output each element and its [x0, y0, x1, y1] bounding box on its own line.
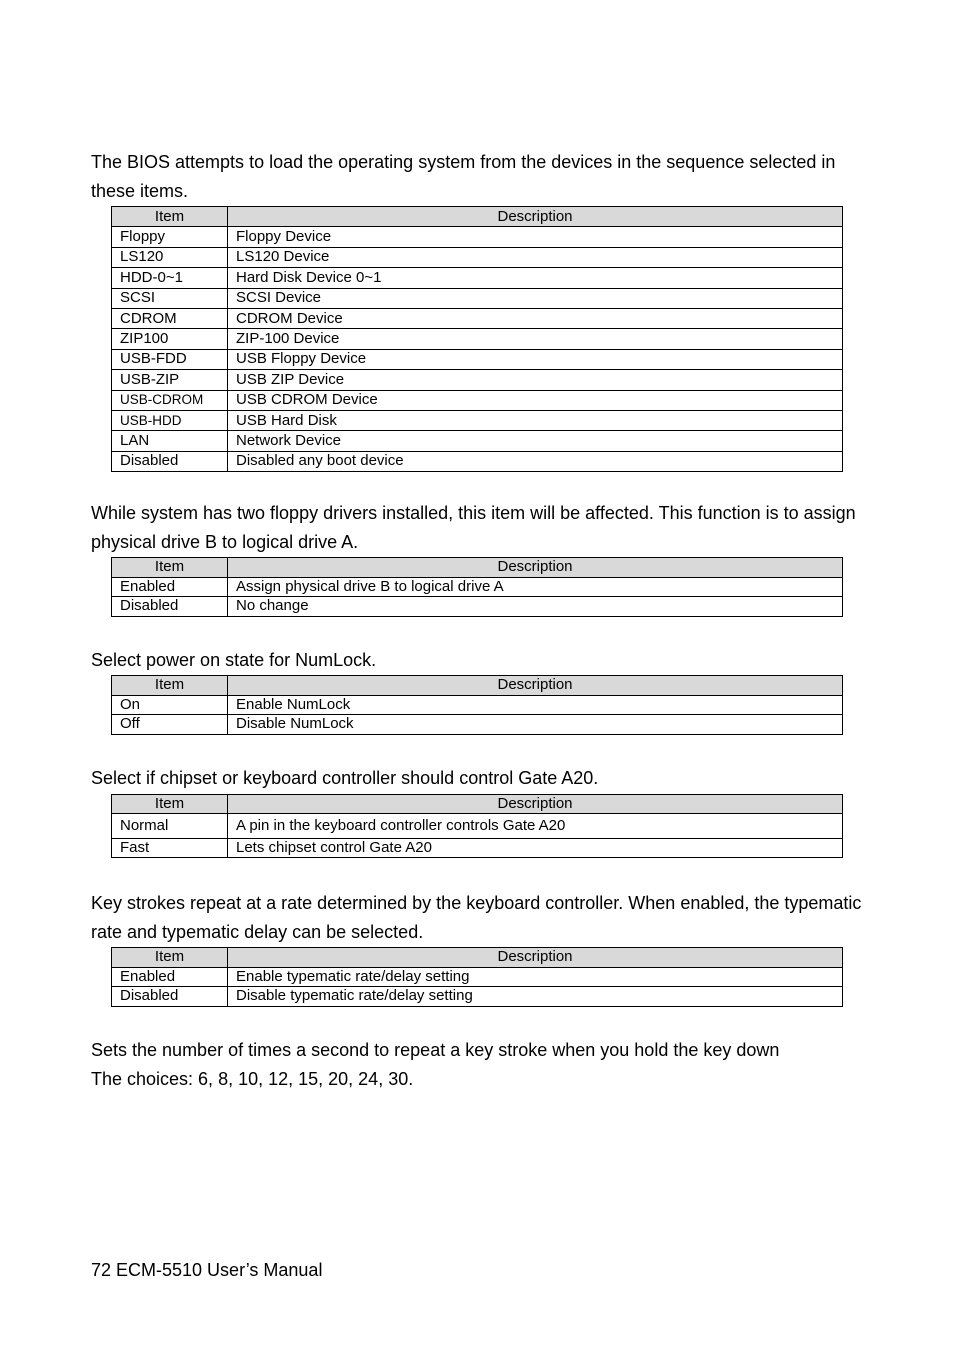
description-cell: CDROM Device — [228, 308, 843, 328]
table-row — [112, 431, 843, 451]
gate-a20-intro: Select if chipset or keyboard controller should control Gate A20. — [91, 768, 599, 788]
swap-floppy-table — [111, 557, 843, 617]
table-row — [112, 288, 843, 308]
description-cell: Enable typematic rate/delay setting — [228, 967, 843, 987]
table-header-row — [112, 558, 843, 578]
numlock-table — [111, 675, 843, 735]
table-header-row — [112, 795, 843, 814]
description-header: Description — [228, 795, 843, 814]
item-header: Item — [112, 948, 228, 968]
typematic-intro: Key strokes repeat at a rate determined by the keyboard controller. When enabled, the typematic rate and typematic delay can be selected. — [91, 893, 862, 942]
description-header: Description — [228, 207, 843, 227]
item-cell: Fast — [112, 839, 228, 858]
description-header: Description — [228, 558, 843, 578]
item-cell: Enabled — [112, 967, 228, 987]
item-cell: USB-CDROM — [112, 390, 228, 410]
gate-a20-table — [111, 794, 843, 858]
description-cell: Disabled any boot device — [228, 451, 843, 471]
description-cell: Network Device — [228, 431, 843, 451]
typematic-table — [111, 947, 843, 1007]
table-header-row — [112, 676, 843, 696]
item-header: Item — [112, 207, 228, 227]
table-row — [112, 577, 843, 597]
description-header: Description — [228, 948, 843, 968]
table-row — [112, 597, 843, 617]
typematic-choices-line: The choices: 6, 8, 10, 12, 15, 20, 24, 30. — [91, 1069, 414, 1089]
description-header: Description — [228, 676, 843, 696]
item-cell: CDROM — [112, 308, 228, 328]
table-row — [112, 987, 843, 1007]
table-row — [112, 839, 843, 858]
table-row — [112, 410, 843, 430]
item-header: Item — [112, 558, 228, 578]
item-cell: SCSI — [112, 288, 228, 308]
table-row — [112, 451, 843, 471]
table-row — [112, 308, 843, 328]
description-cell: No change — [228, 597, 843, 617]
item-cell: LS120 — [112, 247, 228, 267]
table-row — [112, 967, 843, 987]
table-row — [112, 370, 843, 390]
table-header-row — [112, 207, 843, 227]
item-header: Item — [112, 795, 228, 814]
description-cell: Lets chipset control Gate A20 — [228, 839, 843, 858]
numlock-intro: Select power on state for NumLock. — [91, 650, 377, 670]
table-row — [112, 247, 843, 267]
table-row — [112, 227, 843, 247]
description-cell: Hard Disk Device 0~1 — [228, 268, 843, 288]
description-cell: Disable typematic rate/delay setting — [228, 987, 843, 1007]
description-cell: Enable NumLock — [228, 695, 843, 715]
boot-device-table — [111, 206, 843, 472]
item-cell: Disabled — [112, 597, 228, 617]
item-cell: On — [112, 695, 228, 715]
item-cell: ZIP100 — [112, 329, 228, 349]
boot-device-intro: The BIOS attempts to load the operating system from the devices in the sequence selected in these items. — [91, 152, 836, 201]
page-footer: 72 ECM-5510 User’s Manual — [91, 1260, 323, 1280]
item-cell: Floppy — [112, 227, 228, 247]
description-cell: Floppy Device — [228, 227, 843, 247]
description-cell: LS120 Device — [228, 247, 843, 267]
table-row — [112, 715, 843, 735]
table-header-row — [112, 948, 843, 968]
item-cell: USB-FDD — [112, 349, 228, 369]
item-cell: LAN — [112, 431, 228, 451]
description-cell: USB Floppy Device — [228, 349, 843, 369]
table-row — [112, 695, 843, 715]
table-row — [112, 390, 843, 410]
typematic-rate-line: Sets the number of times a second to repeat a key stroke when you hold the key down — [91, 1040, 780, 1060]
item-cell: HDD-0~1 — [112, 268, 228, 288]
item-header: Item — [112, 676, 228, 696]
item-cell: Normal — [112, 814, 228, 839]
description-cell: Assign physical drive B to logical drive A — [228, 577, 843, 597]
table-row — [112, 349, 843, 369]
description-cell: USB Hard Disk — [228, 410, 843, 430]
typematic-rate-text — [91, 1036, 871, 1094]
table-row — [112, 329, 843, 349]
item-cell: Off — [112, 715, 228, 735]
description-cell: USB CDROM Device — [228, 390, 843, 410]
item-cell: Enabled — [112, 577, 228, 597]
description-cell: SCSI Device — [228, 288, 843, 308]
description-cell: Disable NumLock — [228, 715, 843, 735]
table-row — [112, 814, 843, 839]
description-cell: ZIP-100 Device — [228, 329, 843, 349]
description-cell: A pin in the keyboard controller controls Gate A20 — [228, 814, 843, 839]
item-cell: Disabled — [112, 987, 228, 1007]
item-cell: USB-ZIP — [112, 370, 228, 390]
table-row — [112, 268, 843, 288]
item-cell: Disabled — [112, 451, 228, 471]
item-cell: USB-HDD — [112, 410, 228, 430]
description-cell: USB ZIP Device — [228, 370, 843, 390]
swap-floppy-intro: While system has two floppy drivers installed, this item will be affected. This function is to assign physical drive B to logical drive A. — [91, 503, 856, 552]
